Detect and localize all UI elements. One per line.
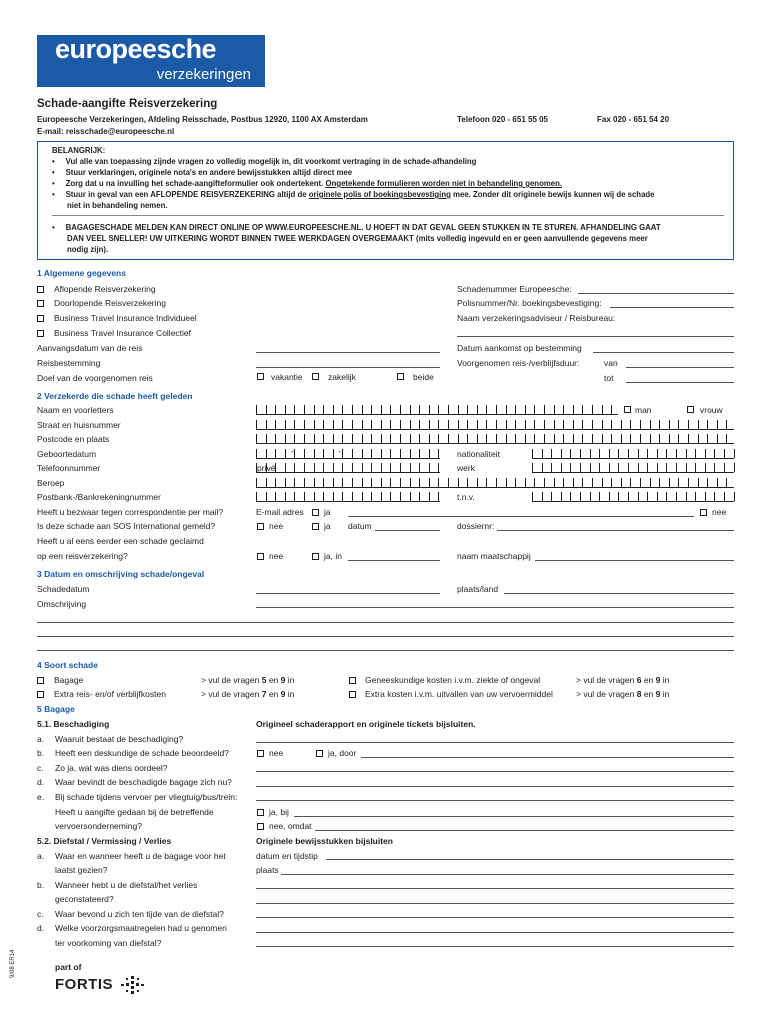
label-doel: Doel van de voorgenomen reis bbox=[37, 373, 153, 383]
checkbox-aflopende[interactable] bbox=[37, 286, 44, 293]
q52d-cont: ter voorkoming van diefstal? bbox=[55, 938, 162, 948]
notice-heading: BELANGRIJK: bbox=[52, 146, 106, 155]
input-q52a-datum[interactable] bbox=[326, 859, 734, 860]
input-q51d[interactable] bbox=[256, 786, 734, 787]
q51c-num: c. bbox=[37, 763, 44, 773]
label-bezwaar-mail: Heeft u bezwaar tegen correspondentie per mail? bbox=[37, 507, 224, 517]
label-sos-ja: ja bbox=[324, 521, 331, 531]
input-q52d-1[interactable] bbox=[256, 932, 734, 933]
label-polisnummer: Polisnummer/Nr. boekingsbevestiging: bbox=[457, 298, 602, 308]
section3-heading: 3 Datum en omschrijving schade/ongeval bbox=[37, 569, 205, 579]
input-aanvangsdatum[interactable] bbox=[256, 352, 440, 353]
notice-bagage-2: DAN VEEL SNELLER! UW UITKERING WORDT BINNEN TWEE WERKDAGEN OVERGEMAAKT (mits volledig ingevuld en er geen aanvullende gegevens meer bbox=[67, 234, 648, 243]
checkbox-soort-vervoermiddel[interactable] bbox=[349, 691, 356, 698]
q51d-text: Waar bevindt de beschadigde bagage zich nu? bbox=[55, 777, 232, 787]
input-q51e-ja-bij[interactable] bbox=[294, 816, 734, 817]
q51e-text: Bij schade tijdens vervoer per vliegtuig/bus/trein: bbox=[55, 792, 238, 802]
label-geboortedatum: Geboortedatum bbox=[37, 449, 97, 459]
input-q51a[interactable] bbox=[256, 742, 734, 743]
input-email[interactable] bbox=[348, 516, 694, 517]
label-aanvangsdatum: Aanvangsdatum van de reis bbox=[37, 343, 143, 353]
label-werk: werk bbox=[457, 463, 475, 473]
comb-bankrekening[interactable] bbox=[256, 489, 440, 502]
checkbox-eerder-nee[interactable] bbox=[257, 553, 264, 560]
label-soort-geneeskundig: Geneeskundige kosten i.v.m. ziekte of ongeval bbox=[365, 675, 541, 685]
notice-divider bbox=[52, 215, 724, 216]
q51e-cont-1: Heeft u aangifte gedaan bij de betreffende bbox=[55, 807, 214, 817]
checkbox-mail-ja[interactable] bbox=[312, 509, 319, 516]
input-plaats-land[interactable] bbox=[504, 593, 734, 594]
input-omschrijving-3[interactable] bbox=[37, 636, 734, 637]
label-datum-tijdstip: datum en tijdstip bbox=[256, 851, 318, 861]
input-omschrijving-2[interactable] bbox=[37, 622, 734, 623]
q52d-num: d. bbox=[37, 923, 45, 933]
checkbox-mail-nee[interactable] bbox=[700, 509, 707, 516]
comb-nationaliteit[interactable] bbox=[532, 446, 734, 459]
q52b-cont: geconstateerd? bbox=[55, 894, 114, 904]
label-mail-ja: ja bbox=[324, 507, 331, 517]
note-soort-bagage: > vul de vragen 5 en 9 in bbox=[201, 675, 295, 685]
checkbox-man[interactable] bbox=[624, 406, 631, 413]
label-soort-extra-reis: Extra reis- en/of verblijfkosten bbox=[54, 689, 166, 699]
note-soort-geneeskundig: > vul de vragen 6 en 9 in bbox=[576, 675, 670, 685]
comb-postcode[interactable] bbox=[256, 431, 734, 444]
fortis-logo-text: FORTIS bbox=[55, 976, 113, 993]
label-bankrekening: Postbank-/Bankrekeningnummer bbox=[37, 492, 161, 502]
input-omschrijving-4[interactable] bbox=[37, 650, 734, 651]
label-soort-vervoermiddel: Extra kosten i.v.m. uitvallen van uw vervoermiddel bbox=[365, 689, 553, 699]
label-eerder-nee: nee bbox=[269, 551, 284, 561]
part-of-label: part of bbox=[55, 962, 82, 972]
input-q52c[interactable] bbox=[256, 917, 734, 918]
label-vakantie: vakantie bbox=[271, 372, 303, 382]
label-sos-datum: datum bbox=[348, 521, 372, 531]
label-doorlopende: Doorlopende Reisverzekering bbox=[54, 298, 166, 308]
comb-straat[interactable] bbox=[256, 417, 734, 430]
q51a-text: Waaruit bestaat de beschadiging? bbox=[55, 734, 184, 744]
date-sep-1: - bbox=[291, 446, 294, 456]
input-sos-datum[interactable] bbox=[375, 530, 440, 531]
label-bti-individueel: Business Travel Insurance Individueel bbox=[54, 313, 197, 323]
label-q51e-ja-bij: ja, bij bbox=[269, 807, 289, 817]
label-nationaliteit: nationaliteit bbox=[457, 449, 501, 459]
label-naam-maatschappij: naam maatschappij bbox=[457, 551, 531, 561]
label-plaats-land: plaats/land bbox=[457, 584, 499, 594]
label-beide: beide bbox=[413, 372, 434, 382]
europeesche-logo bbox=[37, 35, 265, 87]
checkbox-vakantie[interactable] bbox=[257, 373, 264, 380]
input-q51b[interactable] bbox=[361, 757, 734, 758]
checkbox-zakelijk[interactable] bbox=[312, 373, 319, 380]
q52a-num: a. bbox=[37, 851, 45, 861]
sub52-note: Originele bewijsstukken bijsluiten bbox=[256, 836, 393, 846]
logo-line2: verzekeringen bbox=[156, 66, 251, 83]
label-vrouw: vrouw bbox=[700, 405, 723, 415]
q51b-text: Heeft een deskundige de schade beoordeeld? bbox=[55, 748, 229, 758]
comb-telefoon-prive[interactable] bbox=[256, 460, 440, 473]
notice-item-4-cont: niet in behandeling nemen. bbox=[67, 201, 168, 210]
input-van[interactable] bbox=[626, 367, 734, 368]
input-naam-maatschappij[interactable] bbox=[535, 560, 734, 561]
label-eerder-ja-in: ja, in bbox=[324, 551, 342, 561]
input-adviseur[interactable] bbox=[457, 336, 734, 337]
comb-geboortedatum[interactable] bbox=[256, 446, 440, 459]
q51b-num: b. bbox=[37, 748, 45, 758]
comb-beroep[interactable] bbox=[256, 475, 734, 488]
input-q52b-1[interactable] bbox=[256, 888, 734, 889]
notice-bagage-1: • BAGAGESCHADE MELDEN KAN DIRECT ONLINE OP WWW.EUROPEESCHE.NL. U HOEFT IN DAT GEVAL GEEN STUKKEN IN TE STUREN. AFHANDELING GAAT bbox=[52, 223, 661, 232]
label-mail-nee: nee bbox=[712, 507, 727, 517]
label-man: man bbox=[635, 405, 652, 415]
label-prive: privé bbox=[257, 463, 276, 473]
label-plaats: plaats bbox=[256, 865, 279, 875]
sub51-heading: 5.1. Beschadiging bbox=[37, 719, 110, 729]
label-sos-nee: nee bbox=[269, 521, 284, 531]
form-code: 9/08 ER14 bbox=[10, 949, 16, 978]
input-eerder-jaar[interactable] bbox=[348, 560, 440, 561]
date-sep-2: - bbox=[338, 446, 341, 456]
checkbox-doorlopende[interactable] bbox=[37, 300, 44, 307]
label-eerder-geclaimd: Heeft u al eens eerder een schade geclaimd bbox=[37, 536, 204, 546]
comb-naam[interactable] bbox=[256, 402, 618, 415]
q52b-text: Wanneer hebt u de diefstal/het verlies bbox=[55, 880, 198, 890]
q51c-text: Zo ja, wat was diens oordeel? bbox=[55, 763, 168, 773]
checkbox-beide[interactable] bbox=[397, 373, 404, 380]
input-datum-aankomst[interactable] bbox=[593, 352, 734, 353]
logo-line1: europeesche bbox=[55, 34, 217, 64]
q51d-num: d. bbox=[37, 777, 45, 787]
input-reisbestemming[interactable] bbox=[256, 367, 440, 368]
label-dossiernr: dossiernr: bbox=[457, 521, 495, 531]
input-q51e[interactable] bbox=[256, 800, 734, 801]
label-q51b-nee: nee bbox=[269, 748, 284, 758]
label-schadenummer: Schadenummer Europeesche: bbox=[457, 284, 572, 294]
contact-email: E-mail: reisschade@europeesche.nl bbox=[37, 127, 175, 136]
label-postcode: Postcode en plaats bbox=[37, 434, 110, 444]
label-adviseur: Naam verzekeringsadviseur / Reisbureau: bbox=[457, 313, 616, 323]
q51e-cont-2: vervoersonderneming? bbox=[55, 821, 142, 831]
checkbox-bti-collectief[interactable] bbox=[37, 330, 44, 337]
contact-address: Europeesche Verzekeringen, Afdeling Reisschade, Postbus 12920, 1100 AX Amsterdam bbox=[37, 115, 368, 124]
checkbox-eerder-ja[interactable] bbox=[312, 553, 319, 560]
section1-heading: 1 Algemene gegevens bbox=[37, 268, 126, 278]
label-aflopende: Aflopende Reisverzekering bbox=[54, 284, 156, 294]
label-tnv: t.n.v. bbox=[457, 492, 475, 502]
q52a-text: Waar en wanneer heeft u de bagage voor het bbox=[55, 851, 226, 861]
q52a-cont: laatst gezien? bbox=[55, 865, 108, 875]
input-tot[interactable] bbox=[626, 382, 734, 383]
sub51-note: Origineel schaderapport en originele tickets bijsluiten. bbox=[256, 719, 476, 729]
q52c-text: Waar bevond u zich ten tijde van de diefstal? bbox=[55, 909, 224, 919]
label-soort-bagage: Bagage bbox=[54, 675, 84, 685]
label-omschrijving: Omschrijving bbox=[37, 599, 87, 609]
checkbox-q51e-ja[interactable] bbox=[257, 809, 264, 816]
contact-fax: Fax 020 - 651 54 20 bbox=[597, 115, 670, 124]
input-polisnummer[interactable] bbox=[610, 307, 734, 308]
checkbox-q51e-nee[interactable] bbox=[257, 823, 264, 830]
input-q52a-plaats[interactable] bbox=[281, 874, 734, 875]
label-datum-aankomst: Datum aankomst op bestemming bbox=[457, 343, 582, 353]
input-schadedatum[interactable] bbox=[256, 593, 440, 594]
label-verblijfsduur: Voorgenomen reis-/verblijfsduur: bbox=[457, 358, 580, 368]
checkbox-soort-bagage[interactable] bbox=[37, 677, 44, 684]
label-reisbestemming: Reisbestemming bbox=[37, 358, 101, 368]
checkbox-q51b-ja[interactable] bbox=[316, 750, 323, 757]
label-straat: Straat en huisnummer bbox=[37, 420, 121, 430]
form-title: Schade-aangifte Reisverzekering bbox=[37, 98, 218, 110]
section5-heading: 5 Bagage bbox=[37, 704, 75, 714]
label-email-adres: E-mail adres bbox=[256, 507, 304, 517]
input-q51e-nee-omdat[interactable] bbox=[315, 830, 734, 831]
input-q51c[interactable] bbox=[256, 771, 734, 772]
label-q51e-nee-omdat: nee, omdat bbox=[269, 821, 312, 831]
label-eerder-geclaimd-cont: op een reisverzekering? bbox=[37, 551, 128, 561]
q51a-num: a. bbox=[37, 734, 45, 744]
label-sos: Is deze schade aan SOS International gemeld? bbox=[37, 521, 216, 531]
notice-item-4: • Stuur in geval van een AFLOPENDE REISVERZEKERING altijd de originele polis of boekingsbevestiging mee. Zonder dit originele bewijs kunnen wij de schade bbox=[52, 190, 655, 199]
checkbox-soort-geneeskundig[interactable] bbox=[349, 677, 356, 684]
label-bti-collectief: Business Travel Insurance Collectief bbox=[54, 328, 192, 338]
q52c-num: c. bbox=[37, 909, 44, 919]
checkbox-vrouw[interactable] bbox=[687, 406, 694, 413]
q51e-num: e. bbox=[37, 792, 45, 802]
label-beroep: Beroep bbox=[37, 478, 65, 488]
input-schadenummer[interactable] bbox=[578, 293, 734, 294]
note-soort-extra-reis: > vul de vragen 7 en 9 in bbox=[201, 689, 295, 699]
label-telefoon: Telefoonnummer bbox=[37, 463, 101, 473]
notice-bagage-3: nodig zijn). bbox=[67, 245, 109, 254]
sub52-heading: 5.2. Diefstal / Vermissing / Verlies bbox=[37, 836, 172, 846]
notice-box bbox=[37, 141, 734, 260]
comb-telefoon-werk[interactable] bbox=[532, 460, 734, 473]
input-q52d-2[interactable] bbox=[256, 946, 734, 947]
checkbox-bti-individueel[interactable] bbox=[37, 315, 44, 322]
label-tot: tot bbox=[604, 373, 614, 383]
note-soort-vervoermiddel: > vul de vragen 8 en 9 in bbox=[576, 689, 670, 699]
checkbox-q51b-nee[interactable] bbox=[257, 750, 264, 757]
notice-item-1: • Vul alle van toepassing zijnde vragen zo volledig mogelijk in, dit voorkomt vertraging in de schade-afhandeling bbox=[52, 157, 477, 166]
comb-tnv[interactable] bbox=[532, 489, 734, 502]
contact-phone: Telefoon 020 - 651 55 05 bbox=[457, 115, 549, 124]
label-zakelijk: zakelijk bbox=[328, 372, 356, 382]
notice-item-3: • Zorg dat u na invulling het schade-aangifteformulier ook ondertekent. Ongetekende formulieren worden niet in behandeling genomen. bbox=[52, 179, 563, 188]
section2-heading: 2 Verzekerde die schade heeft geleden bbox=[37, 391, 193, 401]
notice-item-2: • Stuur verklaringen, originele nota's en andere bewijsstukken altijd direct mee bbox=[52, 168, 353, 177]
label-q51b-ja-door: ja, door bbox=[328, 748, 357, 758]
label-naam: Naam en voorletters bbox=[37, 405, 114, 415]
input-q52b-2[interactable] bbox=[256, 903, 734, 904]
input-dossiernr[interactable] bbox=[497, 530, 734, 531]
q52b-num: b. bbox=[37, 880, 45, 890]
fortis-logo-icon bbox=[120, 976, 146, 996]
input-omschrijving-1[interactable] bbox=[256, 607, 734, 608]
label-schadedatum: Schadedatum bbox=[37, 584, 90, 594]
checkbox-sos-ja[interactable] bbox=[312, 523, 319, 530]
section4-heading: 4 Soort schade bbox=[37, 660, 98, 670]
label-van: van bbox=[604, 358, 618, 368]
checkbox-soort-extra-reis[interactable] bbox=[37, 691, 44, 698]
checkbox-sos-nee[interactable] bbox=[257, 523, 264, 530]
q52d-text: Welke voorzorgsmaatregelen had u genomen bbox=[55, 923, 227, 933]
